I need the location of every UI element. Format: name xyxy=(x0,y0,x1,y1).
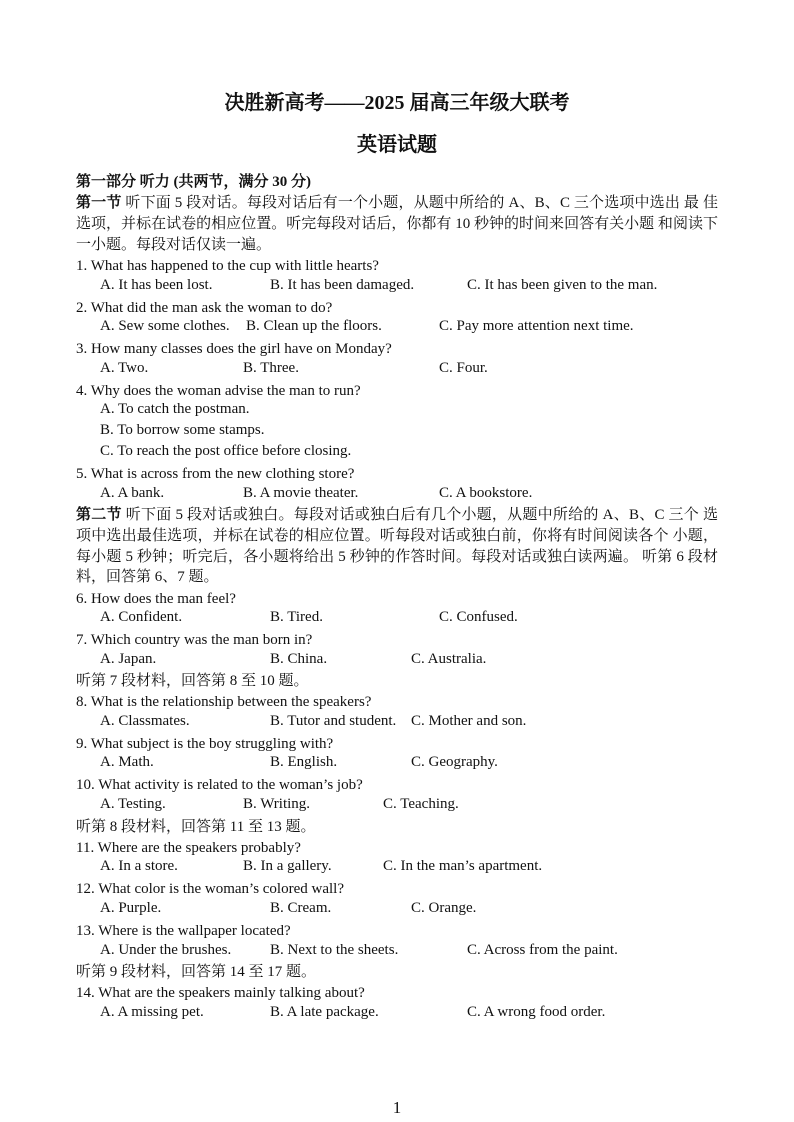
question-7-stem: 7. Which country was the man born in? xyxy=(76,632,313,648)
section2-label: 第二节 xyxy=(76,507,122,523)
question-14-option-c[interactable]: C. A wrong food order. xyxy=(467,1004,606,1020)
question-2-stem: 2. What did the man ask the woman to do? xyxy=(76,300,333,316)
question-8-option-a[interactable]: A. Classmates. xyxy=(100,713,190,729)
question-3-stem: 3. How many classes does the girl have on Monday? xyxy=(76,341,392,357)
question-3-option-c[interactable]: C. Four. xyxy=(439,360,488,376)
question-9-option-c[interactable]: C. Geography. xyxy=(411,754,498,770)
question-3-option-b[interactable]: B. Three. xyxy=(243,360,299,376)
question-13-option-c[interactable]: C. Across from the paint. xyxy=(467,942,618,958)
question-10-stem: 10. What activity is related to the woman’s job? xyxy=(76,777,363,793)
question-9-option-a[interactable]: A. Math. xyxy=(100,754,154,770)
question-2-option-b[interactable]: B. Clean up the floors. xyxy=(246,318,382,334)
question-6-stem: 6. How does the man feel? xyxy=(76,591,236,607)
question-4-option-b[interactable]: B. To borrow some stamps. xyxy=(100,422,265,438)
question-13-option-b[interactable]: B. Next to the sheets. xyxy=(270,942,399,958)
direction-material-8: 听第 8 段材料，回答第 11 至 13 题。 xyxy=(76,819,316,835)
question-10-option-a[interactable]: A. Testing. xyxy=(100,796,166,812)
question-3-option-a[interactable]: A. Two. xyxy=(100,360,149,376)
page-number: 1 xyxy=(392,1098,402,1117)
question-5-option-a[interactable]: A. A bank. xyxy=(100,485,165,501)
question-6-option-c[interactable]: C. Confused. xyxy=(439,609,518,625)
section2-text: 听下面 5 段对话或独白。每段对话或独白后有几个小题，从题中所给的 A、B、C 三个 选项中选出最佳选项，并标在试卷的相应位置。听每段对话或独白前，你将有时间阅读各个 小题，每小题 5 秒钟；听完后，各小题将给出 5 秒钟的作答时间。每段对话或独白读两遍。 听第 6 段材料，回答第 6、7 题。 xyxy=(76,507,718,586)
question-14-option-b[interactable]: B. A late package. xyxy=(270,1004,379,1020)
question-5-option-b[interactable]: B. A movie theater. xyxy=(243,485,359,501)
question-4-option-c[interactable]: C. To reach the post office before closing. xyxy=(100,443,352,459)
question-1-option-b[interactable]: B. It has been damaged. xyxy=(270,277,415,293)
question-7-option-b[interactable]: B. China. xyxy=(270,651,328,667)
question-7-option-c[interactable]: C. Australia. xyxy=(411,651,487,667)
question-2-option-c[interactable]: C. Pay more attention next time. xyxy=(439,318,634,334)
question-12-option-c[interactable]: C. Orange. xyxy=(411,900,477,916)
question-12-option-b[interactable]: B. Cream. xyxy=(270,900,332,916)
question-6-option-b[interactable]: B. Tired. xyxy=(270,609,323,625)
question-8-option-b[interactable]: B. Tutor and student. xyxy=(270,713,397,729)
question-14-option-a[interactable]: A. A missing pet. xyxy=(100,1004,204,1020)
question-5-option-c[interactable]: C. A bookstore. xyxy=(439,485,533,501)
question-13-option-a[interactable]: A. Under the brushes. xyxy=(100,942,232,958)
question-9-option-b[interactable]: B. English. xyxy=(270,754,338,770)
question-1-stem: 1. What has happened to the cup with little hearts? xyxy=(76,258,379,274)
question-1-option-a[interactable]: A. It has been lost. xyxy=(100,277,213,293)
question-12-stem: 12. What color is the woman’s colored wall? xyxy=(76,881,344,897)
question-1-option-c[interactable]: C. It has been given to the man. xyxy=(467,277,658,293)
question-11-option-a[interactable]: A. In a store. xyxy=(100,858,178,874)
question-4-option-a[interactable]: A. To catch the postman. xyxy=(100,401,250,417)
question-4-stem: 4. Why does the woman advise the man to run? xyxy=(76,383,361,399)
question-11-option-c[interactable]: C. In the man’s apartment. xyxy=(383,858,543,874)
part-heading: 第一部分 听力 (共两节，满分 30 分) xyxy=(76,174,311,190)
direction-material-7: 听第 7 段材料，回答第 8 至 10 题。 xyxy=(76,673,309,689)
question-6-option-a[interactable]: A. Confident. xyxy=(100,609,183,625)
question-8-stem: 8. What is the relationship between the speakers? xyxy=(76,694,372,710)
question-14-stem: 14. What are the speakers mainly talking about? xyxy=(76,985,365,1001)
question-11-stem: 11. Where are the speakers probably? xyxy=(76,840,301,856)
section2-instructions xyxy=(76,505,718,588)
question-10-option-b[interactable]: B. Writing. xyxy=(243,796,311,812)
question-7-option-a[interactable]: A. Japan. xyxy=(100,651,157,667)
section1-text: 听下面 5 段对话。每段对话后有一个小题，从题中所给的 A、B、C 三个选项中选出 最 佳选项，并标在试卷的相应位置。听完每段对话后，你都有 10 秒钟的时间来回答有关小题 和阅读下一小题。每段对话仅读一遍。 xyxy=(76,195,718,253)
question-5-stem: 5. What is across from the new clothing store? xyxy=(76,466,355,482)
exam-title: 决胜新高考——2025 届高三年级大联考 xyxy=(224,92,570,114)
direction-material-9: 听第 9 段材料，回答第 14 至 17 题。 xyxy=(76,964,317,980)
exam-subtitle: 英语试题 xyxy=(357,134,437,156)
section1-label: 第一节 xyxy=(76,195,122,211)
question-9-stem: 9. What subject is the boy struggling with? xyxy=(76,736,334,752)
question-11-option-b[interactable]: B. In a gallery. xyxy=(243,858,332,874)
question-13-stem: 13. Where is the wallpaper located? xyxy=(76,923,291,939)
question-10-option-c[interactable]: C. Teaching. xyxy=(383,796,459,812)
question-12-option-a[interactable]: A. Purple. xyxy=(100,900,162,916)
section1-instructions xyxy=(76,193,718,255)
question-8-option-c[interactable]: C. Mother and son. xyxy=(411,713,527,729)
question-2-option-a[interactable]: A. Sew some clothes. xyxy=(100,318,230,334)
